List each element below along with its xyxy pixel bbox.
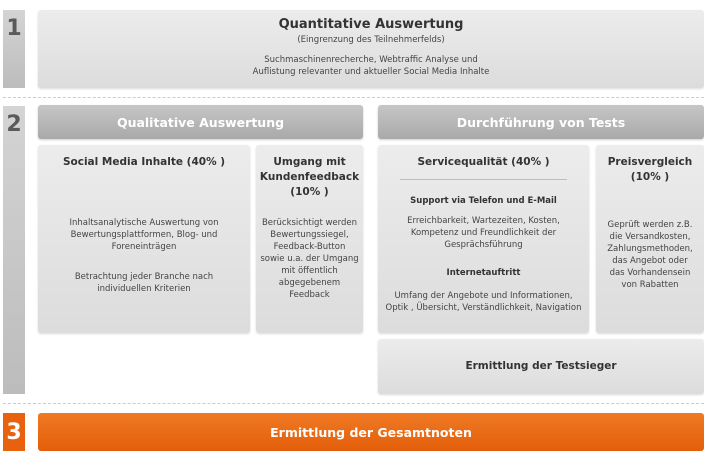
service-line-2: Kompetenz und Freundlichkeit der [410,228,557,238]
step-1-number: 1 [3,10,25,88]
customer-feedback-line-1: Berücksichtigt werden [261,218,358,228]
service-support-subtitle: Support via Telefon und E-Mail [410,196,557,206]
test-winner-label: Ermittlung der Testsieger [465,360,617,372]
customer-feedback-title-3: (10% ) [290,186,329,198]
service-line-1: Erreichbarkeit, Wartezeiten, Kosten, [407,216,560,226]
customer-feedback-line-5: mit öffentlich [281,266,338,276]
customer-feedback-line-2: Bewertungssiegel, [270,230,349,240]
price-line-3: Zahlungsmethoden, [607,244,693,254]
customer-feedback-line-6: abgegebenem [278,278,341,288]
social-media-line-2: Bewertungsplattformen, Blog- und [70,230,218,240]
price-line-2: die Versandkosten, [609,232,691,242]
step-2-number: 2 [3,106,25,394]
service-line-5: Optik , Übersicht, Verständlichkeit, Navigation [385,303,582,313]
customer-feedback-box [256,145,363,333]
social-media-line-5: individuellen Kriterien [97,284,191,294]
step-3-number: 3 [3,413,25,451]
customer-feedback-line-7: Feedback [289,290,330,300]
price-line-6: von Rabatten [621,280,679,290]
service-quality-title: Servicequalität (40% ) [417,156,550,168]
customer-feedback-title-1: Umgang mit [273,156,346,168]
quantitative-title: Quantitative Auswertung [278,17,464,32]
separator-1 [3,97,704,98]
tests-header: Durchführung von Tests [378,105,704,139]
customer-feedback-line-4: sowie u.a. der Umgang [260,254,359,264]
social-media-line-1: Inhaltsanalytische Auswertung von [69,218,219,228]
test-winner-box [378,339,704,394]
price-comparison-box [596,145,704,333]
separator-2 [3,403,704,404]
service-quality-divider [400,179,567,180]
service-internet-subtitle: Internetauftritt [446,268,521,278]
qualitative-header: Qualitative Auswertung [38,105,363,139]
quantitative-subtitle: (Eingrenzung des Teilnehmerfelds) [297,35,445,45]
final-grades-bar: Ermittlung der Gesamtnoten [38,413,704,451]
service-line-4: Umfang der Angebote und Informationen, [394,291,573,301]
quantitative-box [38,10,704,88]
customer-feedback-line-3: Feedback-Button [273,242,346,252]
customer-feedback-title-2: Kundenfeedback [259,171,360,183]
quantitative-line-1: Suchmaschinenrecherche, Webtraffic Analyse und [264,55,478,65]
service-quality-box [378,145,589,333]
quantitative-line-2: Auflistung relevanter und aktueller Social Media Inhalte [252,67,490,77]
service-line-3: Gesprächsführung [444,240,523,250]
price-line-1: Geprüft werden z.B. [607,220,693,230]
price-comparison-title-1: Preisvergleich [607,156,693,168]
social-media-line-3: Foreneinträgen [111,242,177,252]
social-media-line-4: Betrachtung jeder Branche nach [74,272,214,282]
price-comparison-title-2: (10% ) [630,171,670,183]
social-media-title: Social Media Inhalte (40% ) [62,156,226,168]
price-line-4: das Angebot oder [612,256,688,266]
social-media-box [38,145,250,333]
price-line-5: das Vorhandensein [609,268,691,278]
